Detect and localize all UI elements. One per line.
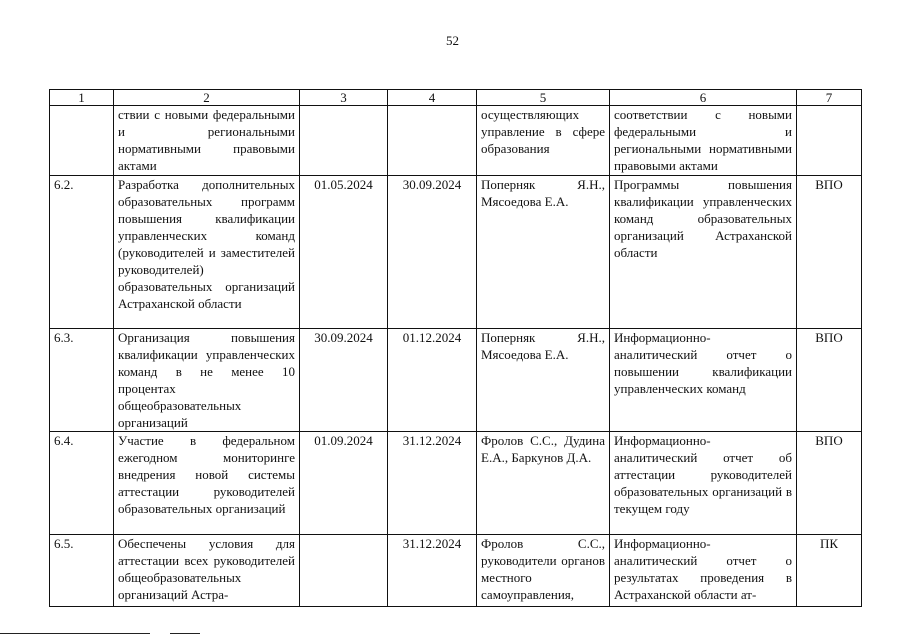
column-header: 1 bbox=[50, 90, 114, 106]
result-cell: Информационно-аналитический отчет о результатах проведения в Астраханской области ат- bbox=[610, 535, 797, 607]
end-date-cell bbox=[388, 106, 477, 176]
end-date-cell: 30.09.2024 bbox=[388, 176, 477, 329]
result-cell: Информационно-аналитический отчет о повышении квалификации управленческих команд bbox=[610, 329, 797, 432]
start-date-cell bbox=[300, 106, 388, 176]
result-cell: Программы повышения квалификации управленческих команд образовательных организаций Астраханской области bbox=[610, 176, 797, 329]
row-number bbox=[50, 106, 114, 176]
task-cell: Организация повышения квалификации управленческих команд в не менее 10 процентах общеобразовательных организаций bbox=[114, 329, 300, 432]
result-cell: соответствии с новыми федеральными и региональными нормативными правовыми актами bbox=[610, 106, 797, 176]
table-row bbox=[50, 432, 862, 535]
source-cell: ПК bbox=[797, 535, 862, 607]
table-row bbox=[50, 329, 862, 432]
row-number: 6.4. bbox=[50, 432, 114, 535]
row-number: 6.2. bbox=[50, 176, 114, 329]
column-header: 6 bbox=[610, 90, 797, 106]
task-cell: Обеспечены условия для аттестации всех руководителей общеобразовательных организаций Астра- bbox=[114, 535, 300, 607]
column-header: 5 bbox=[477, 90, 610, 106]
column-header: 7 bbox=[797, 90, 862, 106]
responsible-cell: Фролов С.С., руководители органов местного самоуправления, bbox=[477, 535, 610, 607]
start-date-cell: 30.09.2024 bbox=[300, 329, 388, 432]
table-header-row bbox=[50, 90, 862, 106]
source-cell: ВПО bbox=[797, 329, 862, 432]
table-row bbox=[50, 176, 862, 329]
end-date-cell: 31.12.2024 bbox=[388, 535, 477, 607]
footer-rule bbox=[0, 633, 150, 634]
task-cell: Разработка дополнительных образовательных программ повышения квалификации управленческих команд (руководителей и заместителей руководителей) образовательных организаций Астраханской области bbox=[114, 176, 300, 329]
start-date-cell bbox=[300, 535, 388, 607]
responsible-cell: Фролов С.С., Дудина Е.А., Баркунов Д.А. bbox=[477, 432, 610, 535]
responsible-cell: Поперняк Я.Н., Мясоедова Е.А. bbox=[477, 176, 610, 329]
page-number: 52 bbox=[446, 33, 459, 48]
column-header: 4 bbox=[388, 90, 477, 106]
source-cell: ВПО bbox=[797, 432, 862, 535]
table-row bbox=[50, 535, 862, 607]
responsible-cell: Поперняк Я.Н., Мясоедова Е.А. bbox=[477, 329, 610, 432]
source-cell bbox=[797, 106, 862, 176]
task-cell: ствии с новыми федеральными и региональными нормативными правовыми актами bbox=[114, 106, 300, 176]
row-number: 6.5. bbox=[50, 535, 114, 607]
plan-table bbox=[49, 89, 862, 607]
start-date-cell: 01.05.2024 bbox=[300, 176, 388, 329]
result-cell: Информационно-аналитический отчет об аттестации руководителей образовательных организаций в текущем году bbox=[610, 432, 797, 535]
column-header: 3 bbox=[300, 90, 388, 106]
table-row bbox=[50, 106, 862, 176]
task-cell: Участие в федеральном ежегодном мониторинге внедрения новой системы аттестации руководителей образовательных организаций bbox=[114, 432, 300, 535]
start-date-cell: 01.09.2024 bbox=[300, 432, 388, 535]
row-number: 6.3. bbox=[50, 329, 114, 432]
end-date-cell: 01.12.2024 bbox=[388, 329, 477, 432]
end-date-cell: 31.12.2024 bbox=[388, 432, 477, 535]
source-cell: ВПО bbox=[797, 176, 862, 329]
footer-rule-short bbox=[170, 633, 200, 634]
responsible-cell: осуществляющих управление в сфере образования bbox=[477, 106, 610, 176]
column-header: 2 bbox=[114, 90, 300, 106]
